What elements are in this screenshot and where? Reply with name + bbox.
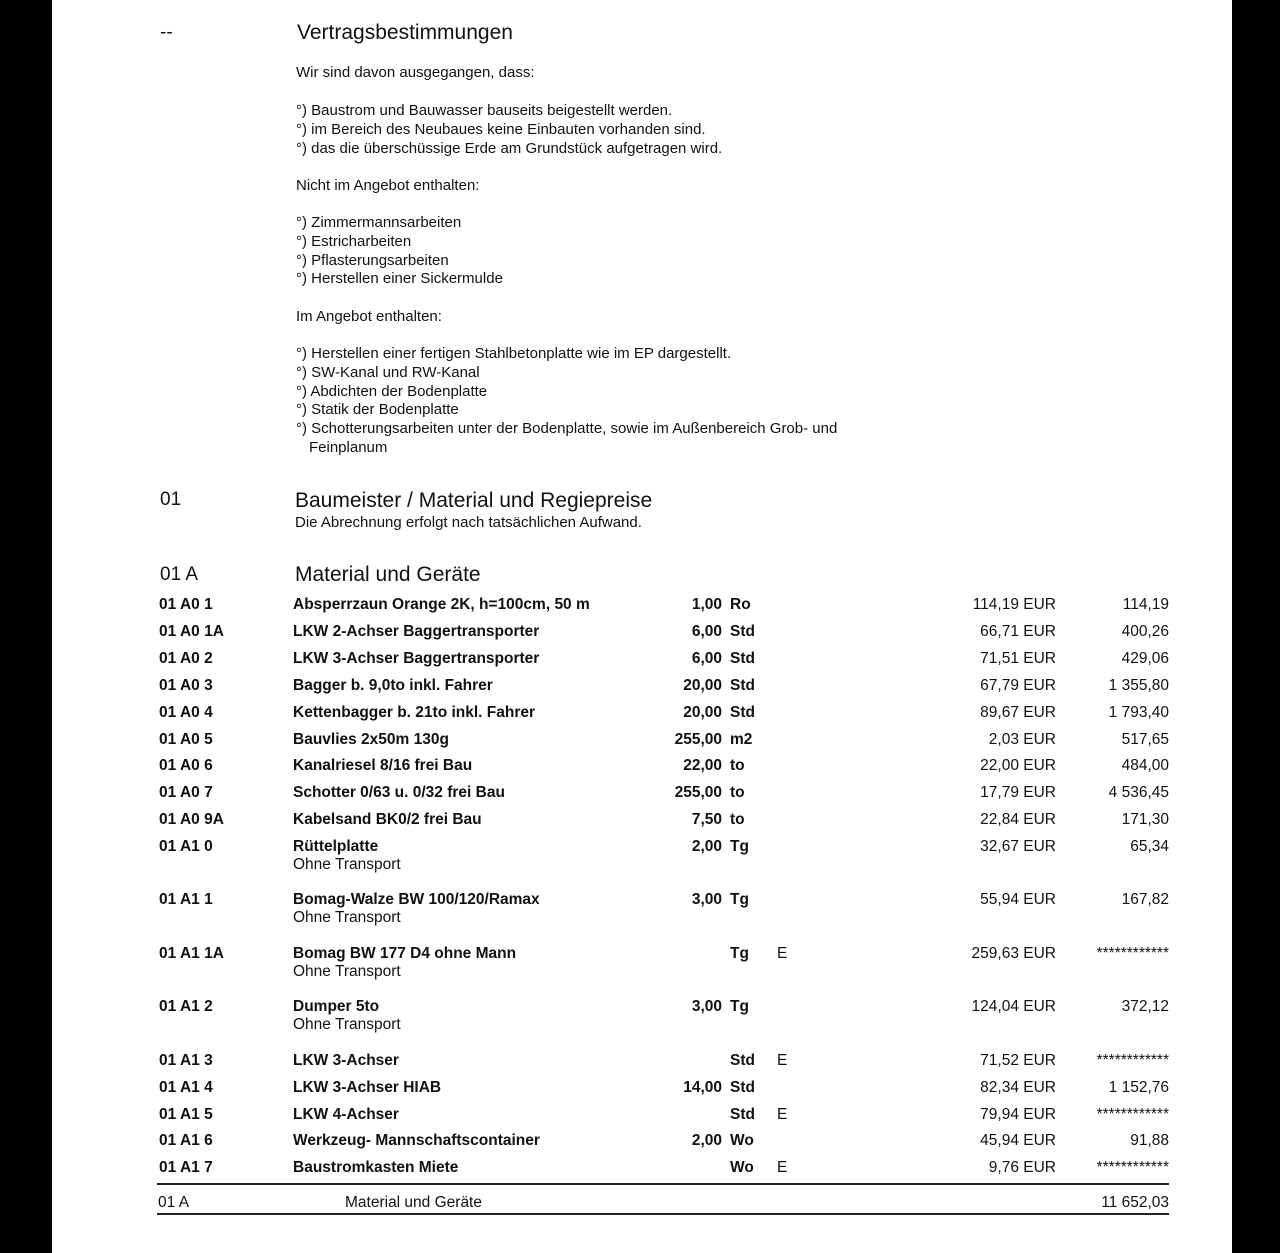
item-quantity: 20,00 (683, 704, 722, 721)
item-note: Ohne Transport (293, 909, 401, 926)
table-row (52, 677, 1232, 704)
table-row (52, 998, 1232, 1033)
summary-code: 01 A (158, 1194, 190, 1211)
item-position: 01 A0 3 (159, 677, 213, 694)
item-description: Baustromkasten Miete (293, 1159, 459, 1176)
document-page (52, 0, 1232, 1253)
item-quantity: 14,00 (683, 1079, 722, 1096)
item-total: ************ (1096, 1159, 1169, 1176)
item-unit: Std (730, 1052, 755, 1069)
item-note: Ohne Transport (293, 1016, 401, 1033)
item-flag: E (777, 1052, 788, 1069)
item-position: 01 A1 6 (159, 1132, 213, 1149)
item-unit: Std (730, 1106, 755, 1123)
summary-bottom-rule (157, 1213, 1169, 1215)
item-unit: Tg (730, 838, 749, 855)
item-unit-price: 259,63 EUR (971, 945, 1056, 962)
item-position: 01 A0 7 (159, 784, 213, 801)
item-total: ************ (1096, 945, 1169, 962)
item-position: 01 A1 2 (159, 998, 213, 1015)
item-description: Bomag BW 177 D4 ohne Mann (293, 945, 517, 962)
list-item: °) SW-Kanal und RW-Kanal (296, 363, 480, 381)
table-row (52, 891, 1232, 926)
item-quantity: 6,00 (691, 650, 722, 667)
included-heading: Im Angebot enthalten: (296, 308, 442, 325)
item-unit: Wo (730, 1159, 754, 1176)
section-01a-title: Material und Geräte (295, 563, 481, 586)
table-row (52, 811, 1232, 838)
list-item: °) Herstellen einer fertigen Stahlbetonplatte wie im EP dargestellt. (296, 345, 732, 362)
table-row (52, 650, 1232, 677)
item-position: 01 A0 5 (159, 731, 213, 748)
item-unit-price: 82,34 EUR (980, 1079, 1056, 1096)
item-total: ************ (1096, 1106, 1169, 1123)
item-unit-price: 89,67 EUR (980, 704, 1056, 721)
item-quantity: 20,00 (683, 677, 722, 694)
item-total: 1 355,80 (1108, 677, 1169, 694)
list-item: °) Baustrom und Bauwasser bauseits beigestellt werden. (296, 102, 673, 119)
item-quantity: 7,50 (691, 811, 722, 828)
list-item: °) Schotterungsarbeiten unter der Bodenplatte, sowie im Außenbereich Grob- und (296, 420, 838, 438)
item-unit: Std (730, 704, 755, 721)
summary-label: Material und Geräte (345, 1194, 482, 1211)
item-unit: m2 (730, 731, 753, 748)
item-unit-price: 67,79 EUR (980, 677, 1056, 694)
table-row (52, 1079, 1232, 1106)
item-unit-price: 55,94 EUR (980, 891, 1056, 908)
terms-intro: Wir sind davon ausgegangen, dass: (296, 64, 535, 81)
item-total: 1 793,40 (1108, 704, 1169, 721)
item-total: 400,26 (1121, 623, 1169, 640)
item-unit: Tg (730, 891, 749, 908)
section-01-subtitle: Die Abrechnung erfolgt nach tatsächlichen Aufwand. (295, 514, 642, 531)
item-unit: to (730, 784, 745, 801)
item-unit-price: 22,84 EUR (980, 811, 1056, 828)
item-unit: to (730, 811, 745, 828)
item-description: LKW 3-Achser Baggertransporter (293, 650, 540, 667)
item-unit-price: 71,52 EUR (980, 1052, 1056, 1069)
item-total: 114,19 (1122, 596, 1169, 613)
item-note: Ohne Transport (293, 856, 401, 873)
item-unit-price: 17,79 EUR (980, 784, 1056, 801)
item-note: Ohne Transport (293, 963, 401, 980)
item-quantity: 3,00 (691, 998, 722, 1015)
item-quantity: 2,00 (691, 1132, 722, 1149)
list-item: °) Estricharbeiten (296, 232, 412, 250)
item-position: 01 A0 1A (159, 623, 224, 640)
item-description: LKW 3-Achser (293, 1052, 399, 1069)
item-position: 01 A1 1 (159, 891, 213, 908)
item-unit-price: 71,51 EUR (980, 650, 1056, 667)
table-row (52, 1132, 1232, 1159)
item-unit-price: 22,00 EUR (980, 757, 1056, 774)
item-flag: E (777, 945, 788, 962)
item-total: 91,88 (1130, 1132, 1169, 1149)
item-unit-price: 66,71 EUR (980, 623, 1056, 640)
item-quantity: 22,00 (683, 757, 722, 774)
included-list (296, 345, 837, 458)
item-description: Dumper 5to (293, 998, 380, 1015)
item-unit-price: 9,76 EUR (988, 1159, 1056, 1176)
item-position: 01 A1 4 (159, 1079, 213, 1096)
list-item: °) Statik der Bodenplatte (296, 401, 459, 419)
item-position: 01 A1 3 (159, 1052, 213, 1069)
table-row (52, 784, 1232, 811)
item-position: 01 A0 2 (159, 650, 213, 667)
item-total: 65,34 (1130, 838, 1169, 855)
section-01-code: 01 (160, 489, 182, 510)
table-row (52, 596, 1232, 623)
item-unit: to (730, 757, 745, 774)
section-terms-title: Vertragsbestimmungen (297, 21, 513, 44)
item-total: 4 536,45 (1108, 784, 1169, 801)
item-unit: Tg (730, 945, 749, 962)
item-position: 01 A0 1 (159, 596, 213, 613)
item-unit-price: 32,67 EUR (980, 838, 1056, 855)
item-position: 01 A1 0 (159, 838, 213, 855)
item-position: 01 A1 7 (159, 1159, 213, 1176)
item-unit: Ro (730, 596, 751, 613)
item-description: Kanalriesel 8/16 frei Bau (293, 757, 473, 774)
table-row (52, 731, 1232, 758)
item-unit: Std (730, 1079, 755, 1096)
table-row (52, 623, 1232, 650)
item-unit-price: 79,94 EUR (980, 1106, 1056, 1123)
item-unit: Tg (730, 998, 749, 1015)
table-row (52, 1106, 1232, 1133)
table-row (52, 1052, 1232, 1079)
item-quantity: 1,00 (691, 596, 722, 613)
table-row (52, 704, 1232, 731)
item-total: 1 152,76 (1108, 1079, 1169, 1096)
item-total: 484,00 (1121, 757, 1169, 774)
section-01-title: Baumeister / Material und Regiepreise (295, 489, 653, 512)
item-unit-price: 124,04 EUR (971, 998, 1056, 1015)
item-unit-price: 45,94 EUR (980, 1132, 1056, 1149)
section-terms-code: -- (160, 22, 173, 43)
list-item: °) Abdichten der Bodenplatte (296, 382, 488, 400)
item-flag: E (777, 1159, 788, 1176)
item-quantity: 255,00 (674, 731, 722, 748)
table-row (52, 757, 1232, 784)
item-quantity: 3,00 (691, 891, 722, 908)
item-total: 372,12 (1121, 998, 1169, 1015)
item-position: 01 A1 1A (159, 945, 224, 962)
list-item: °) das die überschüssige Erde am Grundstück aufgetragen wird. (296, 139, 723, 157)
table-row (52, 945, 1232, 980)
list-item: Feinplanum (309, 438, 388, 456)
item-position: 01 A0 9A (159, 811, 224, 828)
summary-top-rule (157, 1183, 1169, 1185)
item-unit: Std (730, 623, 755, 640)
list-item: °) Herstellen einer Sickermulde (296, 270, 503, 288)
item-unit: Std (730, 650, 755, 667)
summary-total: 11 652,03 (1101, 1194, 1169, 1211)
item-description: Kabelsand BK0/2 frei Bau (293, 811, 482, 828)
list-item: °) im Bereich des Neubaues keine Einbauten vorhanden sind. (296, 120, 706, 138)
item-unit: Wo (730, 1132, 754, 1149)
table-row (52, 1159, 1232, 1186)
excluded-list (296, 214, 503, 289)
list-item: °) Pflasterungsarbeiten (296, 251, 449, 269)
item-total: 517,65 (1121, 731, 1169, 748)
item-description: Bagger b. 9,0to inkl. Fahrer (293, 677, 493, 694)
excluded-heading: Nicht im Angebot enthalten: (296, 177, 480, 194)
assumptions-list (296, 102, 722, 158)
item-position: 01 A0 4 (159, 704, 213, 721)
item-description: Schotter 0/63 u. 0/32 frei Bau (293, 784, 505, 801)
item-total: 429,06 (1121, 650, 1169, 667)
item-description: Bomag-Walze BW 100/120/Ramax (293, 891, 540, 908)
item-description: Rüttelplatte (293, 838, 379, 855)
item-quantity: 2,00 (691, 838, 722, 855)
item-description: LKW 3-Achser HIAB (293, 1079, 442, 1096)
item-total: ************ (1096, 1052, 1169, 1069)
item-description: Bauvlies 2x50m 130g (293, 731, 449, 748)
item-description: Kettenbagger b. 21to inkl. Fahrer (293, 704, 536, 721)
item-unit-price: 2,03 EUR (988, 731, 1056, 748)
item-description: Werkzeug- Mannschaftscontainer (293, 1132, 540, 1149)
item-unit-price: 114,19 EUR (972, 596, 1056, 613)
item-quantity: 6,00 (691, 623, 722, 640)
item-total: 171,30 (1121, 811, 1169, 828)
item-position: 01 A1 5 (159, 1106, 213, 1123)
item-description: Absperrzaun Orange 2K, h=100cm, 50 m (293, 596, 590, 613)
table-row (52, 838, 1232, 873)
item-flag: E (777, 1106, 788, 1123)
list-item: °) Zimmermannsarbeiten (296, 214, 462, 231)
section-01a-code: 01 A (160, 564, 199, 585)
item-unit: Std (730, 677, 755, 694)
item-quantity: 255,00 (674, 784, 722, 801)
item-description: LKW 4-Achser (293, 1106, 399, 1123)
item-description: LKW 2-Achser Baggertransporter (293, 623, 540, 640)
item-position: 01 A0 6 (159, 757, 213, 774)
item-total: 167,82 (1121, 891, 1169, 908)
